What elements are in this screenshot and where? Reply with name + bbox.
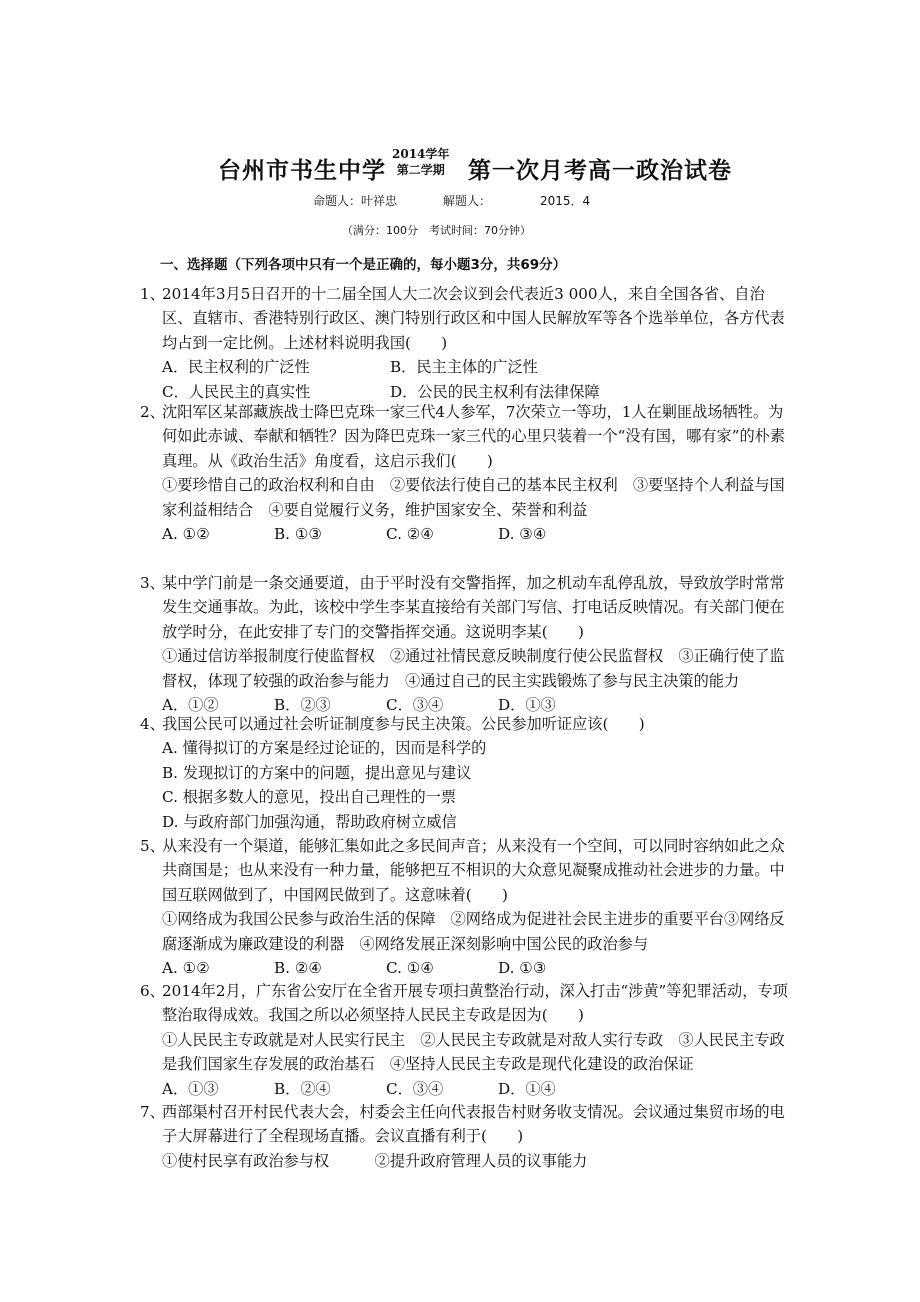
option-b: B．②④	[274, 1079, 331, 1098]
question-items: ①通过信访举报制度行使监督权 ②通过社情民意反映制度行使公民监督权 ③正确行使了监督权，体现了较强的政治参与能力 ④通过自己的民主实践锻炼了参与民主决策的能力	[162, 647, 785, 690]
option-b: B. 发现拟订的方案中的问题，提出意见与建议	[162, 763, 472, 782]
question-6	[140, 979, 790, 1101]
option-c: C．③④	[386, 696, 444, 715]
option-d: D．公民的民主权利有法律保障	[390, 382, 600, 401]
option-d: D. 与政府部门加强沟通，帮助政府树立威信	[162, 812, 457, 831]
exam-title: 第一次月考高一政治试卷	[468, 157, 732, 184]
option-d: D. ③④	[498, 525, 547, 544]
author: 命题人：叶祥忠	[313, 194, 398, 208]
question-stem: 从来没有一个渠道，能够汇集如此之多民间声音；从来没有一个空间，可以同时容纳如此之众共商国是；也从来没有一种力量，能够把互不相识的大众意见凝聚成推动社会进步的力量。中国互联网做到了，中国网民做到了。这意味着( )	[162, 837, 785, 904]
option-a: A．①②	[162, 696, 219, 715]
option-a: A. ①②	[162, 959, 210, 978]
option-c: C. ①④	[386, 959, 434, 978]
question-items: ①要珍惜自己的政治权利和自由 ②要依法行使自己的基本民主权利 ③要坚持个人利益与国家利益相结合 ④要自觉履行义务，维护国家安全、荣誉和利益	[162, 476, 785, 519]
options-row	[162, 956, 790, 980]
option-c: C. ②④	[386, 525, 434, 544]
option-a: A. 懂得拟订的方案是经过论证的，因而是科学的	[162, 739, 487, 758]
question-4	[140, 712, 790, 834]
question-items: ①使村民享有政治参与权 ②提升政府管理人员的议事能力	[162, 1151, 588, 1170]
option-b: B．②③	[274, 696, 331, 715]
question-number: 1、	[140, 285, 165, 303]
question-items: ①网络成为我国公民参与政治生活的保障 ②网络成为促进社会民主进步的重要平台③网络反腐逐渐成为廉政建设的利器 ④网络发展正深刻影响中国公民的政治参与	[162, 910, 785, 953]
option-b: B. ①③	[274, 525, 323, 544]
option-d: D．①④	[498, 1079, 556, 1098]
question-stem: 西部渠村召开村民代表大会，村委会主任向代表报告村财务收支情况。会议通过集贸市场的电子大屏幕进行了全程现场直播。会议直播有利于( )	[162, 1103, 785, 1146]
scoring-info: （满分：100分 考试时间：70分钟）	[342, 224, 531, 237]
question-number: 6、	[140, 982, 165, 1000]
question-items: ①人民民主专政就是对人民实行民主 ②人民民主专政就是对敌人实行专政 ③人民民主专政是我们国家生存发展的政治基石 ④坚持人民民主专政是现代化建设的政治保证	[162, 1030, 785, 1074]
school-year: 2014学年	[392, 147, 450, 161]
question-2	[140, 400, 790, 546]
term: 第二学期	[396, 163, 445, 177]
question-7	[140, 1100, 790, 1173]
school-name: 台州市书生中学	[218, 157, 386, 184]
question-number: 5、	[140, 837, 165, 855]
section-heading: 一、选择题（下列各项中只有一个是正确的，每小题3分，共69分）	[160, 257, 567, 273]
option-b: B. ②④	[274, 959, 323, 978]
question-stem: 沈阳军区某部藏族战士降巴克珠一家三代4人参军，7次荣立一等功，1人在剿匪战场牺牲。为何如此赤诚、奉献和牺牲？因为降巴克珠一家三代的心里只装着一个“没有国，哪有家”的朴素真理。从《政治生活》角度看，这启示我们( )	[162, 403, 786, 470]
question-5	[140, 834, 790, 980]
question-stem: 我国公民可以通过社会听证制度参与民主决策。公民参加听证应该( )	[162, 715, 645, 733]
question-number: 4、	[140, 715, 165, 733]
exam-date: 2015．4	[540, 194, 591, 208]
question-number: 2、	[140, 403, 165, 421]
question-stem: 2014年2月，广东省公安厅在全省开展专项扫黄整治行动，深入打击“涉黄”等犯罪活动，专项整治取得成效。我国之所以必须坚持人民民主专政是因为( )	[162, 982, 788, 1025]
option-c: C. 根据多数人的意见，投出自己理性的一票	[162, 788, 457, 807]
option-d: D．①③	[498, 696, 556, 715]
option-a: A．民主权利的广泛性	[162, 358, 310, 377]
question-1	[140, 282, 790, 404]
option-c: C．人民民主的真实性	[162, 382, 311, 401]
options-row	[162, 355, 790, 379]
option-d: D. ①③	[498, 959, 547, 978]
question-number: 7、	[140, 1103, 165, 1121]
question-3	[140, 571, 790, 717]
option-c: C．③④	[386, 1079, 444, 1098]
options-row	[162, 1077, 790, 1101]
option-a: A．①③	[162, 1079, 219, 1098]
option-b: B．民主主体的广泛性	[390, 358, 538, 377]
solver: 解题人：	[443, 194, 492, 208]
question-stem: 2014年3月5日召开的十二届全国人大二次会议到会代表近3 000人，来自全国各省、自治区、直辖市、香港特别行政区、澳门特别行政区和中国人民解放军等各个选举单位，各方代表均占到一定比例。上述材料说明我国( )	[162, 285, 785, 352]
question-number: 3、	[140, 574, 165, 592]
options-row	[162, 522, 790, 546]
year-term-stack	[392, 146, 449, 178]
question-stem: 某中学门前是一条交通要道，由于平时没有交警指挥，加之机动车乱停乱放，导致放学时常常发生交通事故。为此，该校中学生李某直接给有关部门写信、打电话反映情况。有关部门便在放学时分，在此安排了专门的交警指挥交通。这说明李某( )	[162, 574, 785, 641]
option-a: A. ①②	[162, 525, 210, 544]
